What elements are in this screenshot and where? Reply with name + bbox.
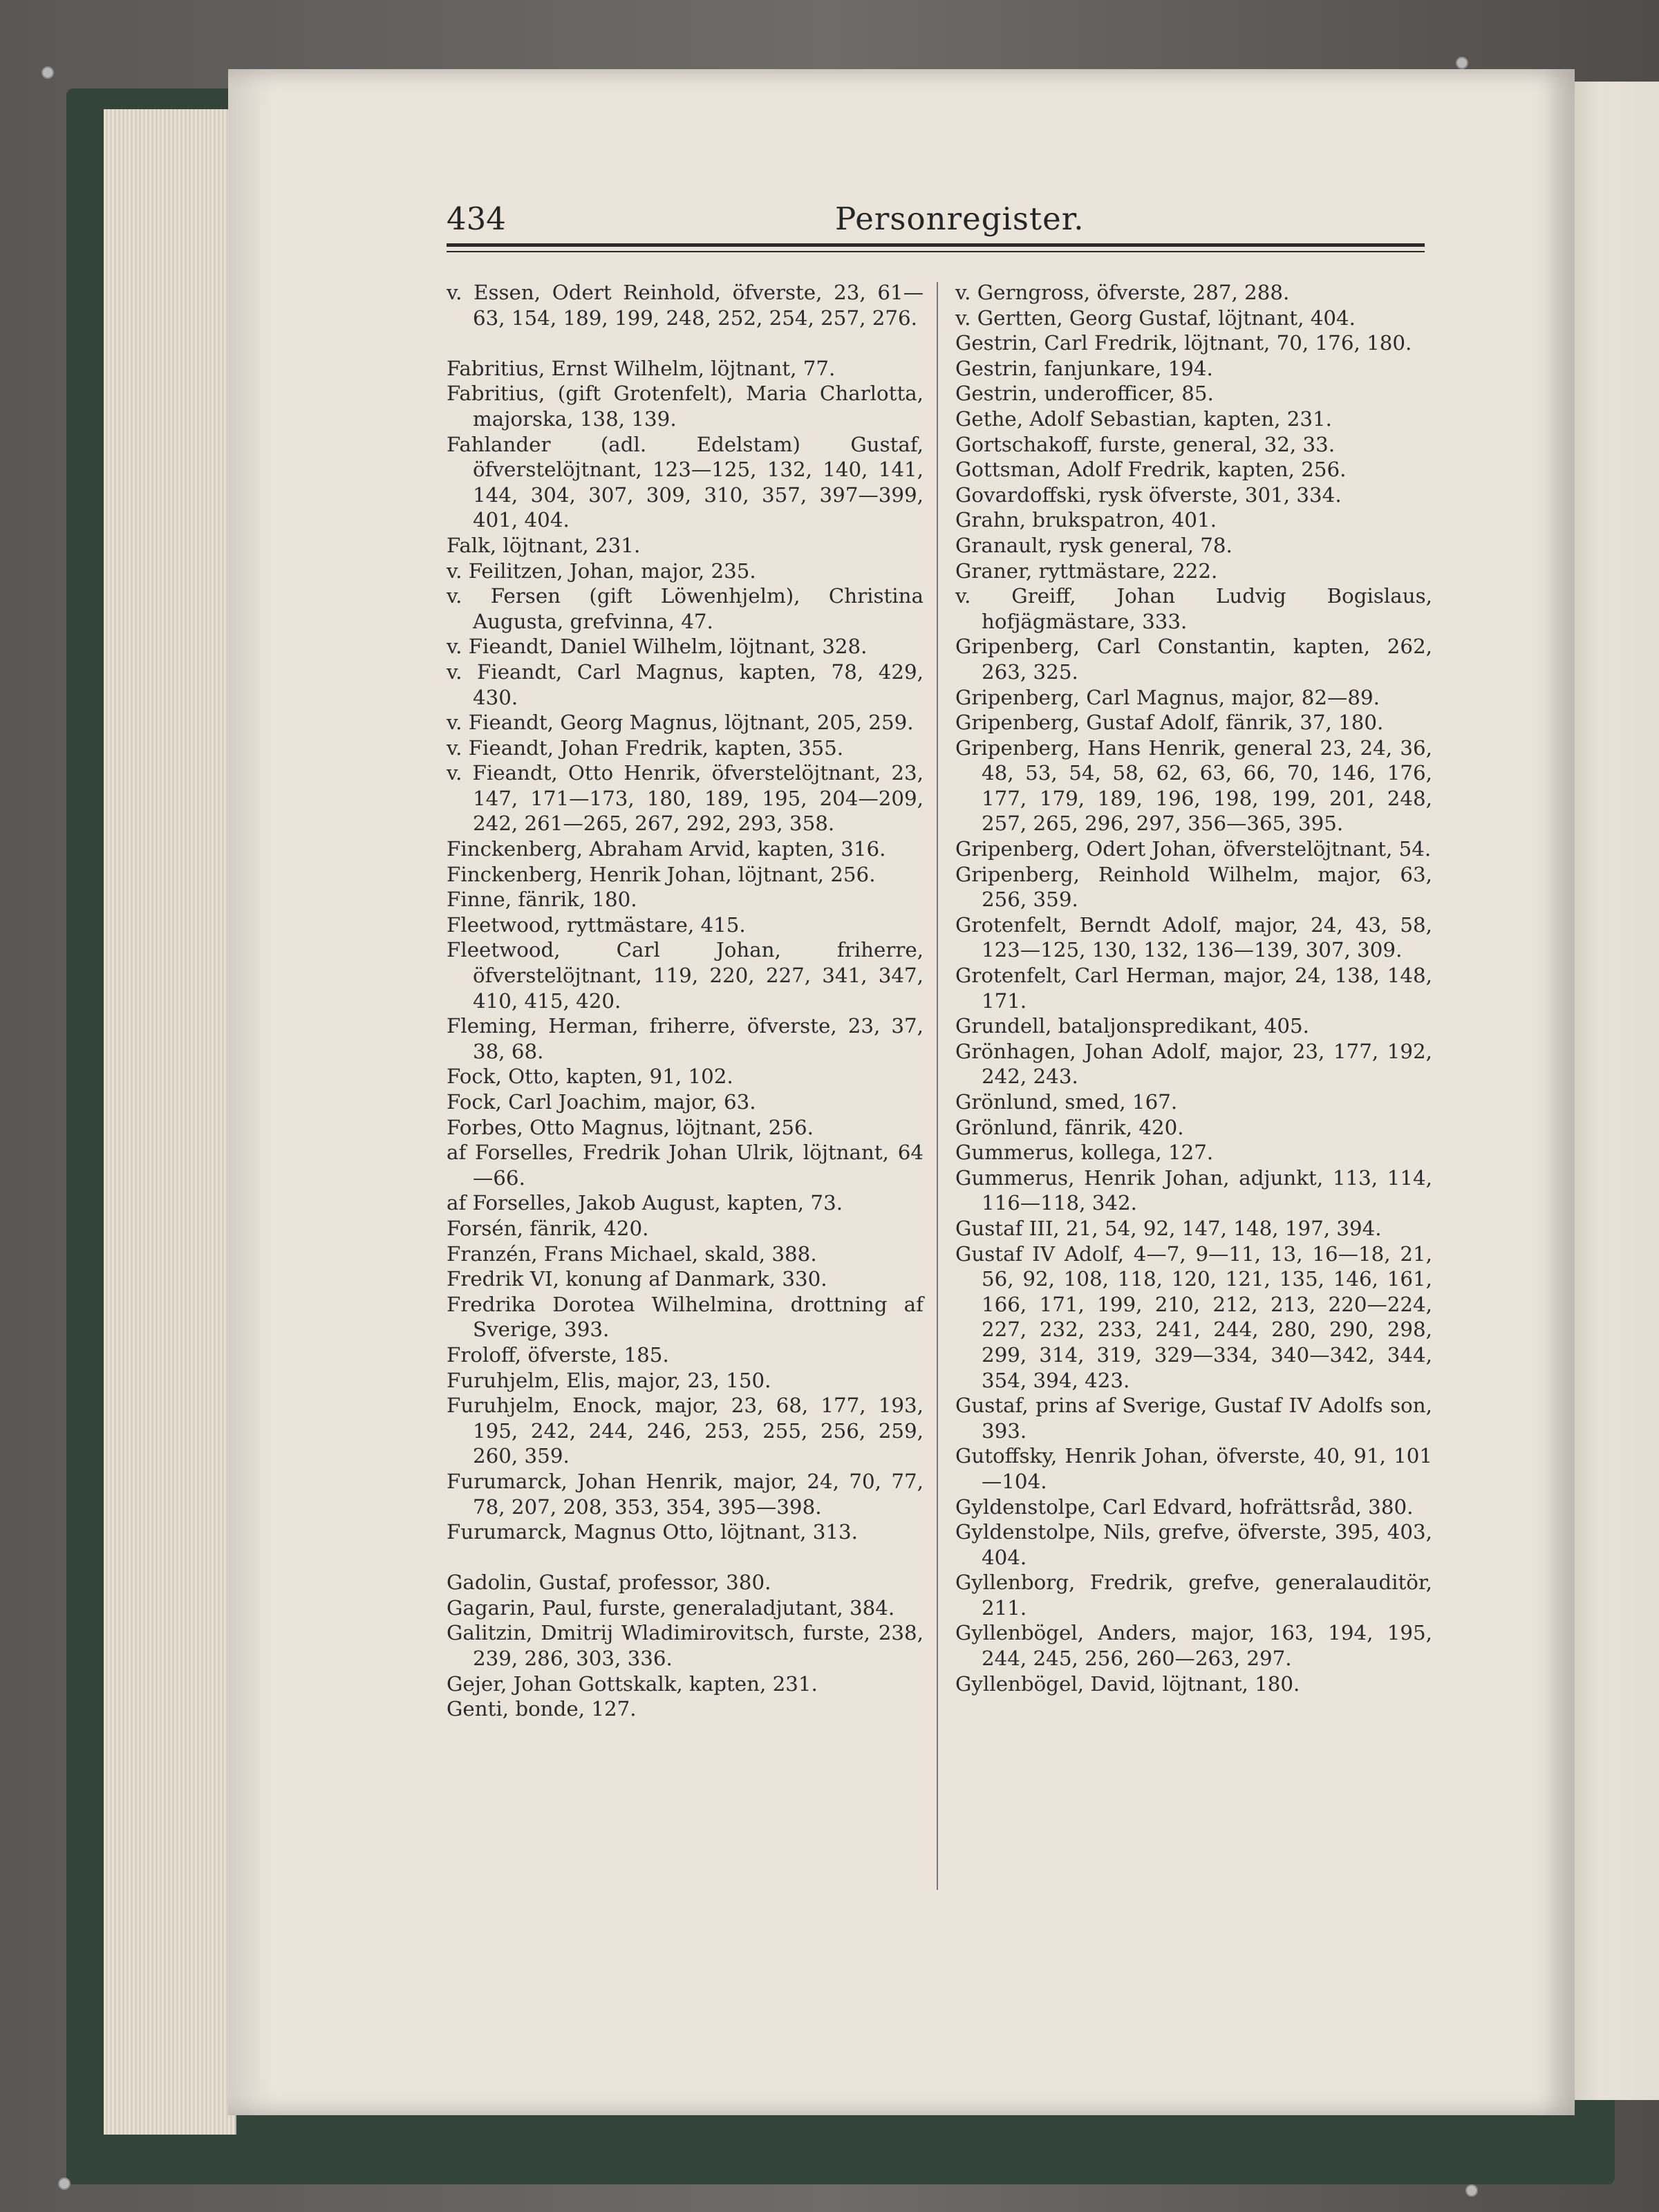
index-entry: Gripenberg, Reinhold Wilhelm, major, 63, 256, 359. <box>955 862 1432 912</box>
index-entry: Gummerus, Henrik Johan, adjunkt, 113, 114, 116—118, 342. <box>955 1165 1432 1215</box>
index-entry: v. Feilitzen, Johan, major, 235. <box>447 559 756 583</box>
pin-top-right <box>1456 57 1468 69</box>
section-gap <box>447 330 924 356</box>
index-entry: v. Essen, Odert Reinhold, öfverste, 23, 61—63, 154, 189, 199, 248, 252, 254, 257, 276. <box>447 281 924 330</box>
index-entry: v. Fieandt, Daniel Wilhelm, löjtnant, 328. <box>447 635 868 659</box>
index-entry: Gripenberg, Gustaf Adolf, fänrik, 37, 180. <box>955 711 1384 735</box>
index-entry: Gyldenstolpe, Nils, grefve, öfverste, 395, 403, 404. <box>955 1520 1432 1569</box>
index-entry: Granault, rysk general, 78. <box>955 533 1232 557</box>
index-entry: Fahlander (adl. Edelstam) Gustaf, öfverstelöjtnant, 123—125, 132, 140, 141, 144, 304, 307, 309, 310, 357, 397—399, 401, 404. <box>447 432 924 532</box>
index-entry: Gestrin, fanjunkare, 194. <box>955 356 1213 380</box>
index-entry: Fredrik VI, konung af Danmark, 330. <box>447 1267 827 1291</box>
index-entry: Fock, Carl Joachim, major, 63. <box>447 1090 756 1114</box>
index-entry: Gyllenbögel, David, löjtnant, 180. <box>955 1671 1300 1696</box>
index-entry: Gripenberg, Odert Johan, öfverstelöjtnant, 54. <box>955 837 1432 861</box>
index-entry: Fredrika Dorotea Wilhelmina, drottning af Sverige, 393. <box>447 1292 924 1342</box>
index-entry: Gagarin, Paul, furste, generaladjutant, 384. <box>447 1595 895 1620</box>
index-entry: Genti, bonde, 127. <box>447 1697 637 1721</box>
index-entry: Gummerus, kollega, 127. <box>955 1141 1214 1165</box>
page-edges <box>104 109 236 2135</box>
index-entry: Grundell, bataljonspredikant, 405. <box>955 1014 1309 1038</box>
index-entry: Grotenfelt, Carl Herman, major, 24, 138, 148, 171. <box>955 964 1432 1013</box>
index-entry: Fleming, Herman, friherre, öfverste, 23, 37, 38, 68. <box>447 1014 924 1063</box>
page-title: Personregister. <box>835 200 1085 237</box>
index-entry: Grönlund, fänrik, 420. <box>955 1115 1184 1139</box>
index-entry: Gejer, Johan Gottskalk, kapten, 231. <box>447 1671 818 1696</box>
index-entry: Finckenberg, Abraham Arvid, kapten, 316. <box>447 837 886 861</box>
index-entry: Franzén, Frans Michael, skald, 388. <box>447 1241 817 1266</box>
index-entry: Grönlund, smed, 167. <box>955 1090 1178 1114</box>
index-entry: v. Fieandt, Johan Fredrik, kapten, 355. <box>447 735 844 760</box>
right-index-column <box>955 280 1432 1696</box>
index-entry: Finne, fänrik, 180. <box>447 888 637 912</box>
pin-top-left <box>41 66 54 79</box>
index-entry: Graner, ryttmästare, 222. <box>955 559 1218 583</box>
index-entry: Fabritius, Ernst Wilhelm, löjtnant, 77. <box>447 356 836 380</box>
section-gap <box>447 1545 924 1571</box>
index-entry: Fabritius, (gift Grotenfelt), Maria Charlotta, majorska, 138, 139. <box>447 382 924 431</box>
header-rule-thick <box>447 243 1425 247</box>
index-entry: Gadolin, Gustaf, professor, 380. <box>447 1571 771 1595</box>
facing-page-edge <box>1575 82 1659 2100</box>
index-entry: v. Fersen (gift Löwenhjelm), Christina Augusta, grefvinna, 47. <box>447 584 924 633</box>
index-entry: af Forselles, Jakob August, kapten, 73. <box>447 1191 843 1215</box>
index-entry: Fock, Otto, kapten, 91, 102. <box>447 1065 733 1089</box>
index-entry: v. Fieandt, Carl Magnus, kapten, 78, 429, 430. <box>447 659 924 709</box>
index-entry: Gustaf IV Adolf, 4—7, 9—11, 13, 16—18, 21, 56, 92, 108, 118, 120, 121, 135, 146, 161, 166, 171, 199, 210, 212, 213, 220—224, 227, 232, 233, 241, 244, 280, 290, 298, 299, 314, 319, 329—334, 340—342, 344, 354, 394, 423. <box>955 1241 1432 1392</box>
header-rule-thin <box>447 251 1425 252</box>
index-entry: Furuhjelm, Enock, major, 23, 68, 177, 193, 195, 242, 244, 246, 253, 255, 256, 259, 260, 359. <box>447 1394 924 1468</box>
index-entry: Furumarck, Johan Henrik, major, 24, 70, 77, 78, 207, 208, 353, 354, 395—398. <box>447 1469 924 1519</box>
index-entry: Forsén, fänrik, 420. <box>447 1216 649 1240</box>
index-entry: v. Gerngross, öfverste, 287, 288. <box>955 281 1290 304</box>
index-entry: Gripenberg, Hans Henrik, general 23, 24, 36, 48, 53, 54, 58, 62, 63, 66, 70, 146, 176, 177, 179, 189, 196, 198, 199, 201, 248, 257, 265, 296, 297, 356—365, 395. <box>955 735 1432 836</box>
page-header <box>447 200 1425 242</box>
index-entry: Grönhagen, Johan Adolf, major, 23, 177, 192, 242, 243. <box>955 1039 1432 1089</box>
index-entry: Galitzin, Dmitrij Wladimirovitsch, furste, 238, 239, 286, 303, 336. <box>447 1621 924 1671</box>
index-entry: Falk, löjtnant, 231. <box>447 533 641 557</box>
index-entry: Grotenfelt, Berndt Adolf, major, 24, 43, 58, 123—125, 130, 132, 136—139, 307, 309. <box>955 912 1432 962</box>
index-entry: Gyllenbögel, Anders, major, 163, 194, 195, 244, 245, 256, 260—263, 297. <box>955 1621 1432 1671</box>
index-entry: af Forselles, Fredrik Johan Ulrik, löjtnant, 64—66. <box>447 1141 924 1190</box>
index-entry: Gutoffsky, Henrik Johan, öfverste, 40, 91, 101—104. <box>955 1444 1432 1493</box>
index-entry: Fleetwood, Carl Johan, friherre, öfverstelöjtnant, 119, 220, 227, 341, 347, 410, 415, 420. <box>447 938 924 1013</box>
index-entry: v. Fieandt, Otto Henrik, öfverstelöjtnant, 23, 147, 171—173, 180, 189, 195, 204—209, 242, 261—265, 267, 292, 293, 358. <box>447 761 924 836</box>
index-entry: v. Fieandt, Georg Magnus, löjtnant, 205, 259. <box>447 711 914 735</box>
index-entry: Gethe, Adolf Sebastian, kapten, 231. <box>955 406 1332 431</box>
index-entry: Gestrin, underofficer, 85. <box>955 382 1214 406</box>
pin-bottom-left <box>58 2177 71 2190</box>
index-entry: v. Greiff, Johan Ludvig Bogislaus, hofjägmästare, 333. <box>955 584 1432 633</box>
index-entry: Grahn, brukspatron, 401. <box>955 508 1217 532</box>
index-entry: Gripenberg, Carl Constantin, kapten, 262, 263, 325. <box>955 635 1432 684</box>
index-entry: Gyldenstolpe, Carl Edvard, hofrättsråd, 380. <box>955 1494 1414 1519</box>
index-entry: Froloff, öfverste, 185. <box>447 1342 669 1367</box>
left-index-column <box>447 280 924 1722</box>
index-entry: Fleetwood, ryttmästare, 415. <box>447 912 746 937</box>
index-entry: Gottsman, Adolf Fredrik, kapten, 256. <box>955 458 1347 482</box>
column-divider <box>937 282 938 1890</box>
index-entry: Gyllenborg, Fredrik, grefve, generalauditör, 211. <box>955 1571 1432 1620</box>
index-entry: Gestrin, Carl Fredrik, löjtnant, 70, 176, 180. <box>955 331 1412 355</box>
index-entry: Gustaf III, 21, 54, 92, 147, 148, 197, 394. <box>955 1216 1382 1240</box>
index-entry: Furumarck, Magnus Otto, löjtnant, 313. <box>447 1520 858 1544</box>
page-number: 434 <box>447 200 506 237</box>
index-entry: Furuhjelm, Elis, major, 23, 150. <box>447 1368 771 1392</box>
index-entry: Gripenberg, Carl Magnus, major, 82—89. <box>955 685 1380 709</box>
index-entry: v. Gertten, Georg Gustaf, löjtnant, 404. <box>955 306 1356 330</box>
index-entry: Finckenberg, Henrik Johan, löjtnant, 256. <box>447 862 876 886</box>
pin-bottom-right <box>1465 2184 1478 2197</box>
index-entry: Gortschakoff, furste, general, 32, 33. <box>955 432 1335 456</box>
index-entry: Govardoffski, rysk öfverste, 301, 334. <box>955 482 1342 507</box>
index-entry: Gustaf, prins af Sverige, Gustaf IV Adolfs son, 393. <box>955 1394 1432 1443</box>
index-entry: Forbes, Otto Magnus, löjtnant, 256. <box>447 1115 814 1139</box>
